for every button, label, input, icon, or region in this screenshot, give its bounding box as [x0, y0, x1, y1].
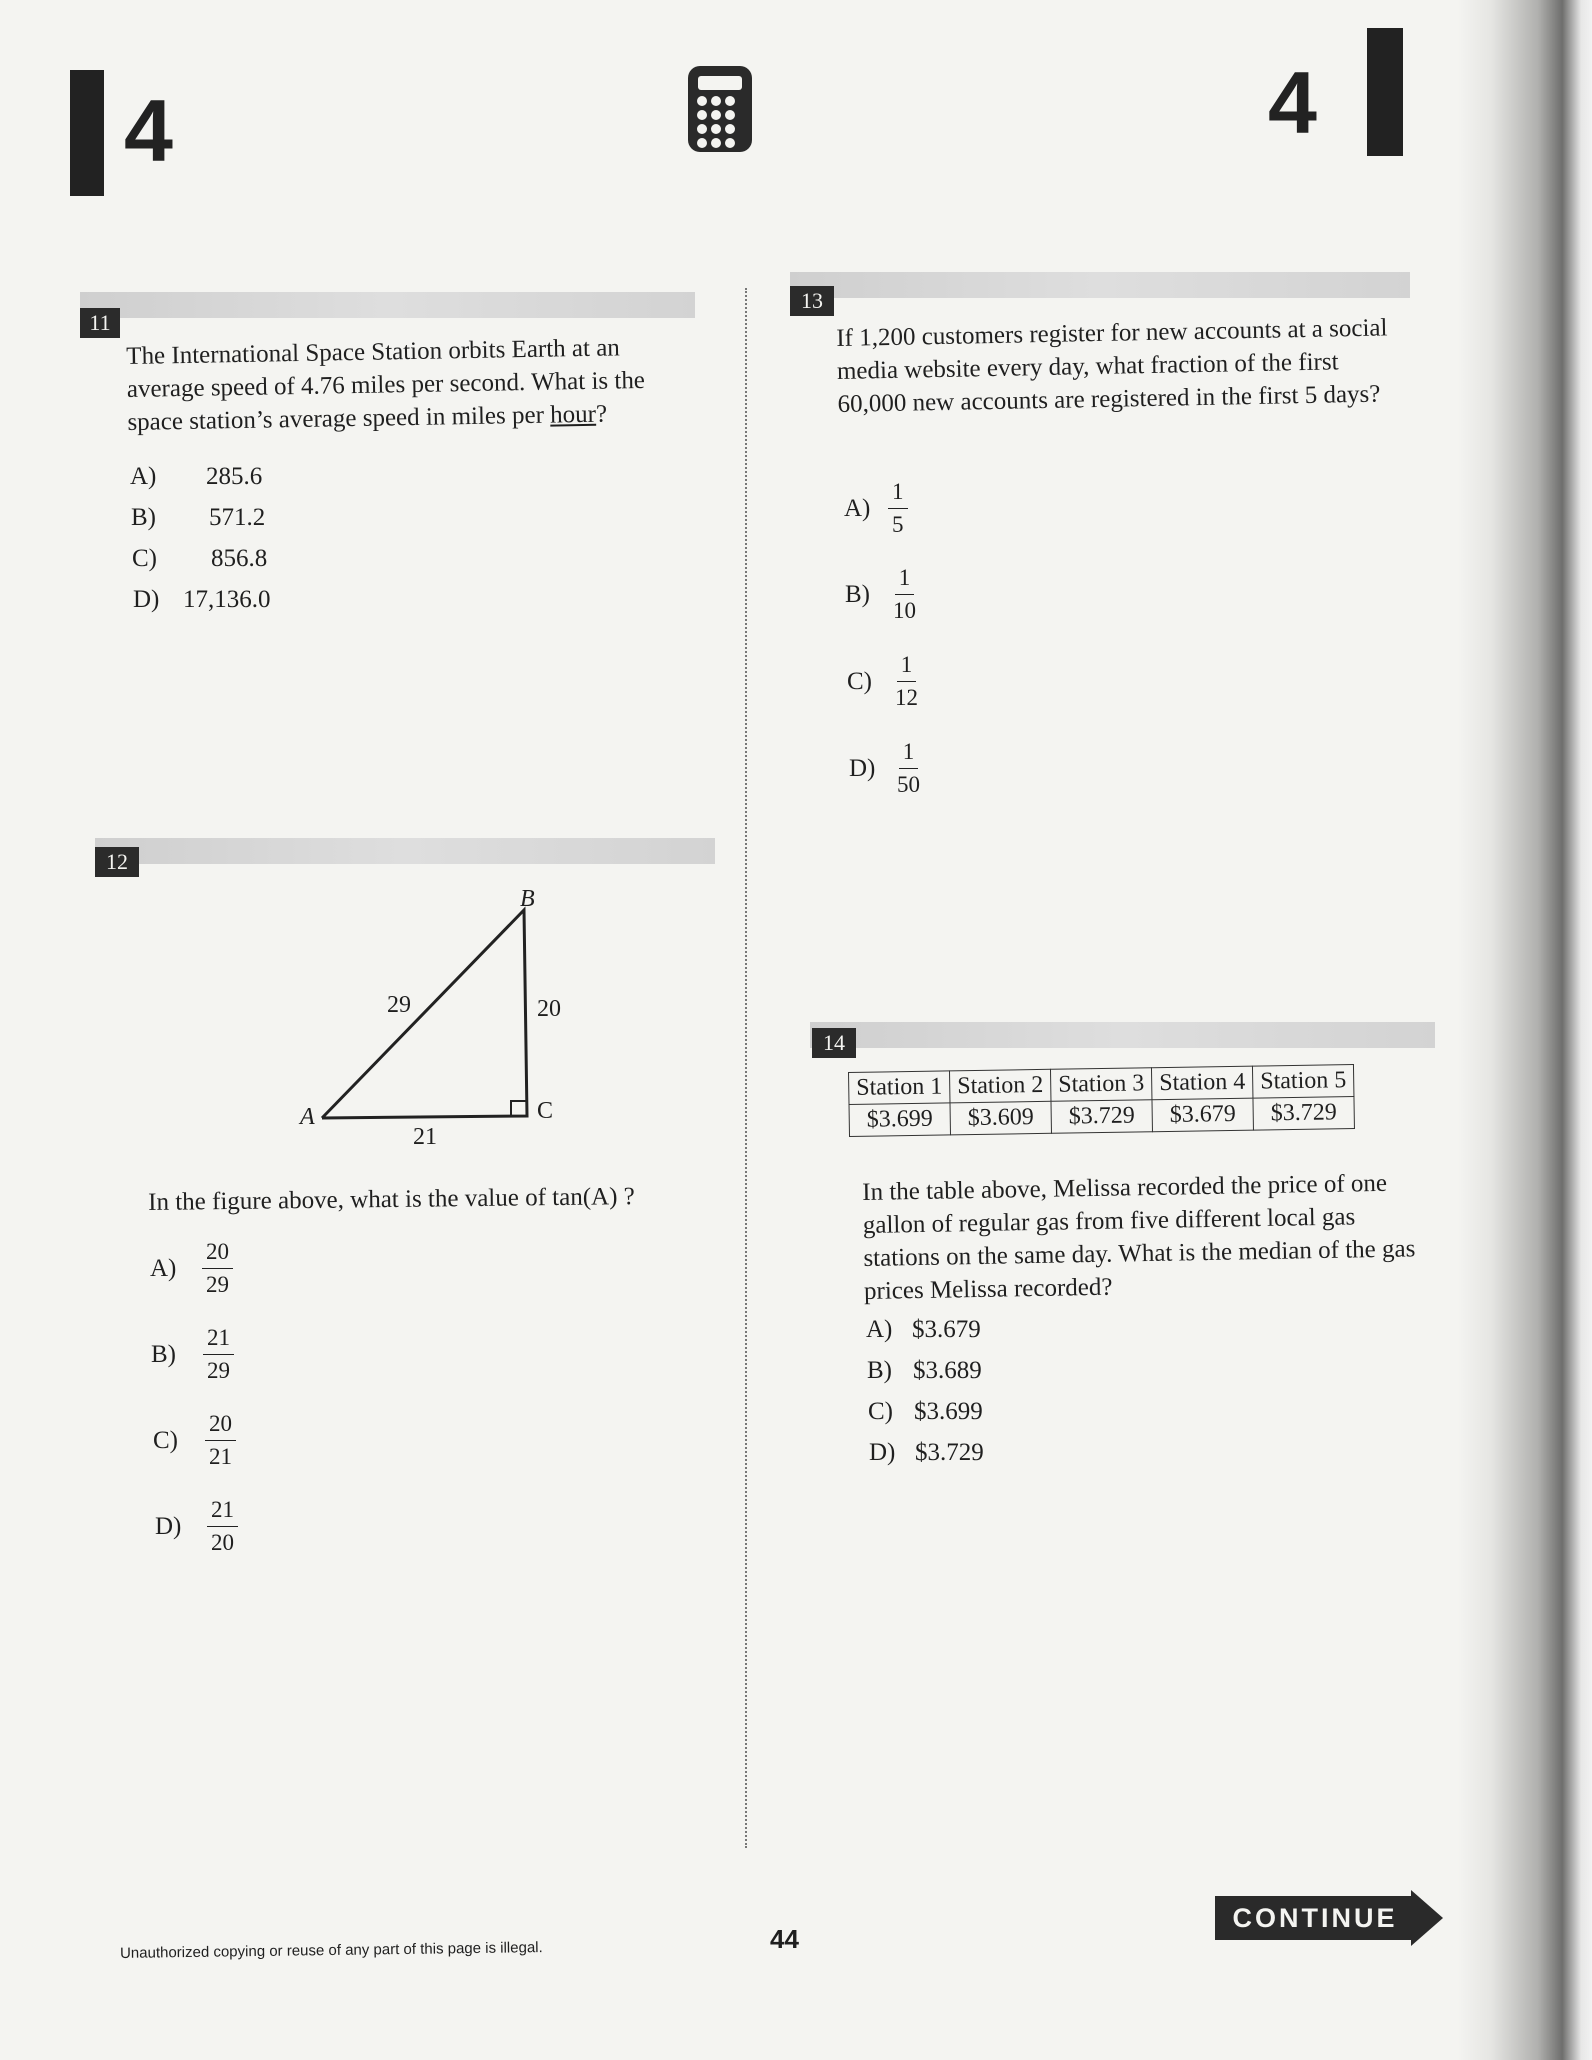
question-band — [80, 292, 695, 318]
question-12-stem: In the figure above, what is the value of tan(A) ? — [148, 1183, 635, 1216]
page-edge-shadow — [1457, 0, 1592, 2060]
question-14-stem: In the table above, Melissa recorded the price of one gallon of regular gas from five different local gas stations on the same day. What is the median of the gas prices Melissa recorded? — [862, 1169, 1416, 1305]
table-header: Station 3 — [1051, 1068, 1153, 1102]
choice-12-d[interactable]: D) $\frac{21}{20}$ — [155, 1496, 238, 1557]
question-number-11: 11 — [80, 308, 120, 338]
section-number-left: 4 — [124, 81, 173, 180]
vertex-a-label: A — [300, 1104, 315, 1130]
choice-12-c[interactable]: C) $\frac{20}{21}$ — [153, 1410, 236, 1471]
fraction: $\frac{1}{12}$ — [895, 652, 918, 710]
question-band — [790, 272, 1410, 298]
fraction: $\frac{21}{20}$ — [207, 1496, 238, 1557]
table-header: Station 1 — [849, 1071, 951, 1105]
vertex-c-label: C — [537, 1098, 554, 1124]
choice-12-b[interactable]: B) $\frac{21}{29}$ — [151, 1324, 234, 1385]
fraction: $\frac{1}{5}$ — [888, 478, 908, 539]
choice-11-c[interactable]: C) 856.8 — [132, 545, 268, 572]
fraction: $\frac{21}{29}$ — [203, 1324, 234, 1385]
table-cell: $3.729 — [1253, 1097, 1355, 1131]
fraction: $\frac{1}{10}$ — [893, 565, 916, 623]
question-13-stem: If 1,200 customers register for new accounts at a social media website every day, what fraction of the first 60,000 new accounts are registered in the first 5 days? — [836, 314, 1388, 418]
question-number-12: 12 — [95, 847, 139, 877]
vertical-side-label: 20 — [537, 996, 561, 1022]
table-header: Station 2 — [950, 1069, 1052, 1103]
column-divider — [745, 288, 747, 1848]
section-bar-right — [1367, 28, 1403, 156]
choice-13-c[interactable]: C) $\frac{1}{12}$ — [847, 651, 922, 712]
table-cell: $3.609 — [950, 1101, 1052, 1135]
choice-12-a[interactable]: A) $\frac{20}{29}$ — [150, 1238, 233, 1299]
continue-button[interactable] — [1215, 1890, 1445, 1946]
choice-13-a[interactable]: A) $\frac{1}{5}$ — [844, 478, 908, 539]
question-band — [95, 838, 715, 864]
choice-13-b[interactable]: B) $\frac{1}{10}$ — [845, 564, 920, 625]
fraction: $\frac{20}{21}$ — [205, 1410, 236, 1471]
question-11-stem: The International Space Station orbits Earth at an average speed of 4.76 miles per second. What is the space station’s average speed in miles per hour? — [126, 334, 646, 436]
continue-label: CONTINUE — [1215, 1896, 1415, 1940]
choice-11-a[interactable]: A) 285.6 — [130, 463, 263, 490]
choice-14-b[interactable]: B) $3.689 — [867, 1357, 982, 1384]
table-cell: $3.679 — [1152, 1098, 1254, 1132]
question-number-13: 13 — [790, 286, 834, 316]
section-bar-left — [70, 70, 104, 196]
choice-14-a[interactable]: A) $3.679 — [866, 1316, 981, 1343]
fraction: $\frac{1}{50}$ — [897, 739, 920, 797]
arrow-right-icon — [1411, 1890, 1443, 1946]
choice-14-c[interactable]: C) $3.699 — [868, 1398, 983, 1425]
gas-price-table — [848, 1064, 1355, 1137]
choice-13-d[interactable]: D) $\frac{1}{50}$ — [849, 738, 924, 799]
question-number-14: 14 — [812, 1028, 856, 1058]
calculator-icon — [688, 66, 752, 152]
choice-11-d[interactable]: D) 17,136.0 — [133, 586, 271, 613]
table-header: Station 5 — [1253, 1065, 1355, 1099]
page-number: 44 — [770, 1924, 799, 1954]
table-cell: $3.729 — [1051, 1100, 1153, 1134]
table-cell: $3.699 — [849, 1103, 951, 1137]
copyright-notice: Unauthorized copying or reuse of any part of this page is illegal. — [119, 1939, 543, 1962]
hypotenuse-label: 29 — [387, 992, 411, 1018]
table-header: Station 4 — [1152, 1066, 1254, 1100]
horizontal-side-label: 21 — [413, 1124, 437, 1150]
vertex-b-label: B — [520, 886, 535, 912]
choice-11-b[interactable]: B) 571.2 — [131, 504, 266, 531]
question-band — [810, 1022, 1435, 1048]
choice-14-d[interactable]: D) $3.729 — [869, 1439, 984, 1466]
fraction: $\frac{20}{29}$ — [202, 1238, 233, 1299]
section-number-right: 4 — [1268, 53, 1317, 152]
